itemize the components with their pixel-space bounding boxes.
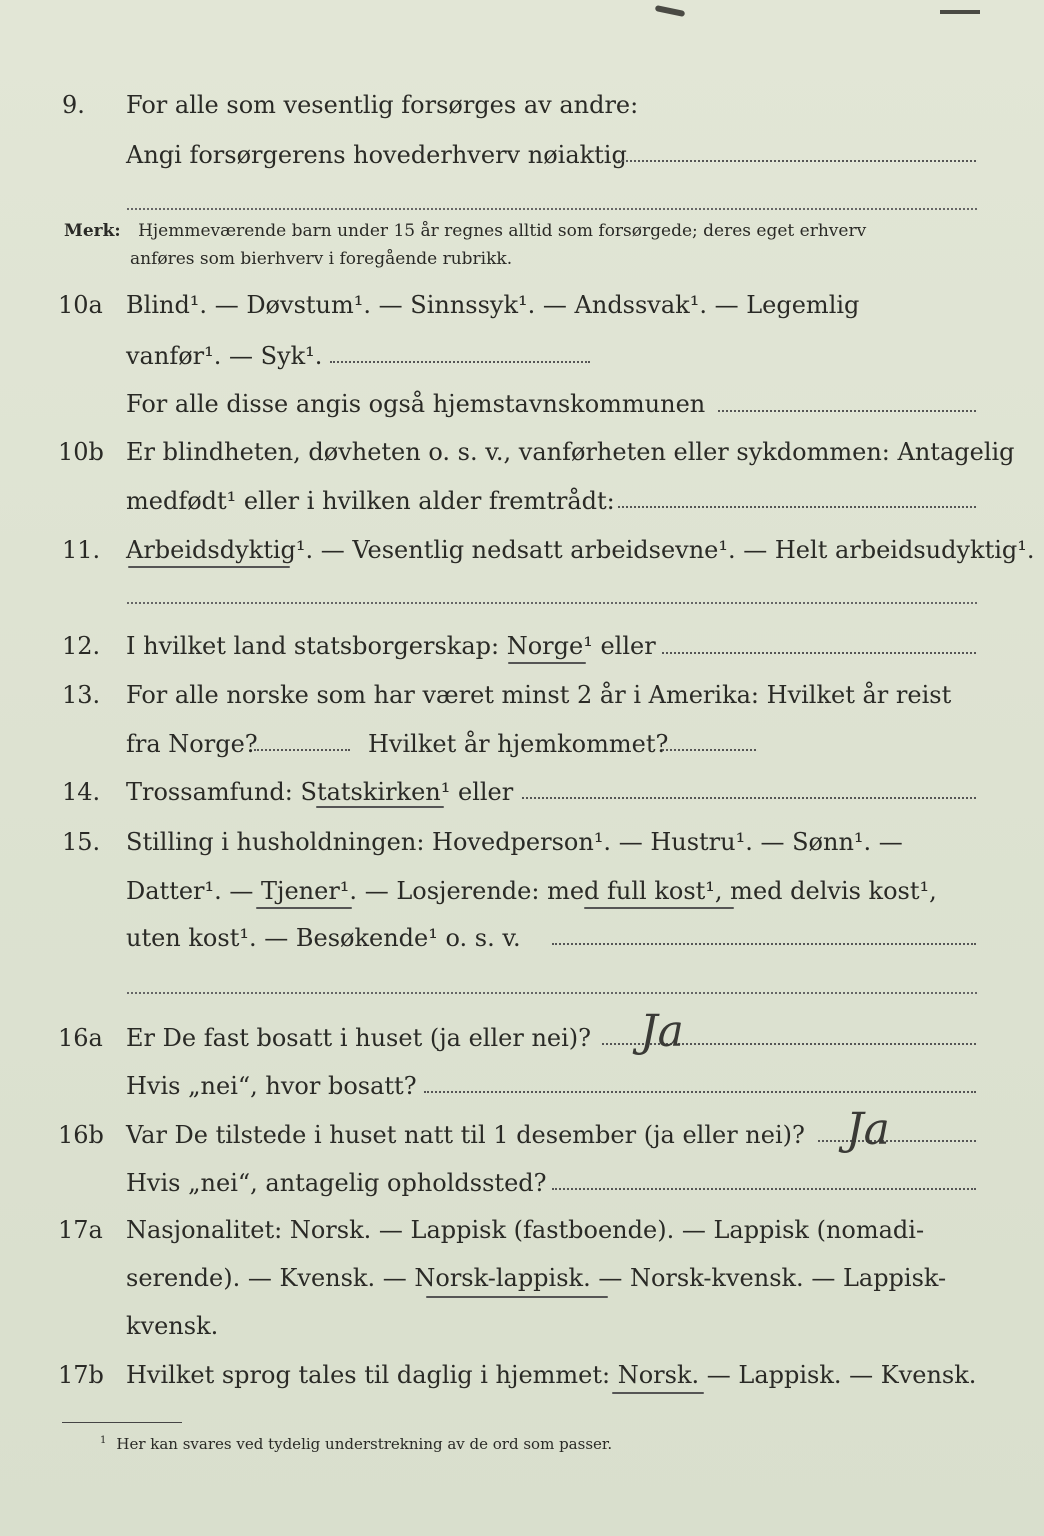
q13-question: For alle norske som har været minst 2 år i Amerika: Hvilket år reist: [126, 681, 952, 709]
q16a-bosatt-field[interactable]: [424, 1091, 976, 1093]
q15-line1: [0, 822, 1044, 862]
q9-answer-line[interactable]: [127, 208, 977, 210]
q11-number: 11.: [62, 536, 101, 564]
q15-number: 15.: [62, 828, 101, 856]
q17b-line1: [0, 1355, 1044, 1395]
q15-answer-field[interactable]: [552, 943, 976, 945]
q14-number: 14.: [62, 778, 101, 806]
merk-label: Merk:: [64, 221, 121, 241]
footnote: [100, 1435, 612, 1453]
q9-question: For alle som vesentlig forsørges av andre:: [126, 91, 639, 119]
q11-question: Arbeidsdyktig¹. — Vesentlig nedsatt arbeidsevne¹. — Helt arbeidsudyktig¹.: [126, 536, 1035, 564]
q16b-line2: [0, 1163, 1044, 1203]
q13-question-reist: fra Norge?: [126, 730, 258, 758]
q15-underline-kost: [584, 907, 734, 909]
q10b-line2: [0, 481, 1044, 521]
q10a-kommune-field[interactable]: [718, 410, 976, 412]
q9-question-cont: Angi forsørgerens hovederhverv nøiaktig: [126, 141, 627, 169]
q15-question-cont2: uten kost¹. — Besøkende¹ o. s. v.: [126, 924, 521, 952]
q10a-line2: [0, 336, 1044, 376]
q17a-line2: [0, 1258, 1044, 1298]
q13-line2: [0, 724, 1044, 764]
q10a-question-cont: vanfør¹. — Syk¹.: [126, 342, 323, 370]
q13-reist-field[interactable]: [254, 749, 350, 751]
q10b-line1: [0, 432, 1044, 472]
q16b-number: 16b: [58, 1121, 104, 1149]
q9-answer-field[interactable]: [618, 160, 976, 162]
q17a-question: Nasjonalitet: Norsk. — Lappisk (fastboende). — Lappisk (nomadi-: [126, 1216, 925, 1244]
ink-mark: [940, 10, 980, 14]
q12-line1: [0, 626, 1044, 666]
q10a-answer-field[interactable]: [330, 361, 590, 363]
q9-line1: [0, 85, 1044, 125]
q10a-question: Blind¹. — Døvstum¹. — Sinnssyk¹. — Andssvak¹. — Legemlig: [126, 291, 860, 319]
q10a-line1: [0, 285, 1044, 325]
q14-question: Trossamfund: Statskirken¹ eller: [126, 778, 514, 806]
footnote-rule: [62, 1422, 182, 1423]
q16b-question: Var De tilstede i huset natt til 1 desember (ja eller nei)?: [126, 1121, 805, 1149]
q10b-question: Er blindheten, døvheten o. s. v., vanførheten eller sykdommen: Antagelig: [126, 438, 1015, 466]
q15-answer-line[interactable]: [127, 992, 977, 994]
q9-line2: [0, 135, 1044, 175]
q15-line3: [0, 918, 1044, 958]
q12-answer-field[interactable]: [662, 652, 976, 654]
merk-note: [64, 218, 866, 244]
q10b-answer-field[interactable]: [618, 506, 976, 508]
merk-text-cont: anføres som bierhverv i foregående rubrikk.: [130, 249, 513, 269]
q15-question-cont: Datter¹. — Tjener¹. — Losjerende: med full kost¹, med delvis kost¹,: [126, 877, 937, 905]
q17b-number: 17b: [58, 1361, 104, 1389]
footnote-text: Her kan svares ved tydelig understrekning av de ord som passer.: [116, 1435, 613, 1453]
q17a-number: 17a: [58, 1216, 103, 1244]
q10a-number: 10a: [58, 291, 103, 319]
q16a-question-cont: Hvis „nei“, hvor bosatt?: [126, 1072, 417, 1100]
q16b-answer-field[interactable]: [818, 1140, 976, 1142]
q17a-question-cont: serende). — Kvensk. — Norsk-lappisk. — Norsk-kvensk. — Lappisk-: [126, 1264, 947, 1292]
q16b-question-cont: Hvis „nei“, antagelig opholdssted?: [126, 1169, 547, 1197]
q15-question: Stilling i husholdningen: Hovedperson¹. — Hustru¹. — Sønn¹. —: [126, 828, 903, 856]
merk-text: Hjemmeværende barn under 15 år regnes alltid som forsørgede; deres eget erhverv: [138, 221, 867, 241]
q17b-question: Hvilket sprog tales til daglig i hjemmet: Norsk. — Lappisk. — Kvensk.: [126, 1361, 977, 1389]
q10b-question-cont: medfødt¹ eller i hvilken alder fremtrådt:: [126, 487, 615, 515]
q16a-line1: [0, 1018, 1044, 1058]
q13-number: 13.: [62, 681, 101, 709]
q15-line2: [0, 871, 1044, 911]
q12-number: 12.: [62, 632, 101, 660]
q10a-kommune-question: For alle disse angis også hjemstavnskommunen: [126, 390, 706, 418]
q10b-number: 10b: [58, 438, 104, 466]
q16a-line2: [0, 1066, 1044, 1106]
q17a-question-cont2: kvensk.: [126, 1312, 219, 1340]
q16b-opholdssted-field[interactable]: [552, 1188, 976, 1190]
q10a-line3: [0, 384, 1044, 424]
q16b-handwritten-answer: Ja: [846, 1104, 890, 1155]
q16a-number: 16a: [58, 1024, 103, 1052]
ink-mark: [655, 5, 686, 17]
q9-number: 9.: [62, 91, 85, 119]
q17b-underline-mark: [612, 1392, 704, 1394]
q14-line1: [0, 772, 1044, 812]
q17a-underline-mark: [426, 1296, 608, 1298]
q17a-line3: [0, 1306, 1044, 1346]
merk-note-cont: [130, 246, 512, 272]
q13-hjem-field[interactable]: [662, 749, 756, 751]
q13-line1: [0, 675, 1044, 715]
q14-answer-field[interactable]: [522, 797, 976, 799]
q13-question-hjem: Hvilket år hjemkommet?: [368, 730, 669, 758]
q14-underline-mark: [316, 806, 444, 808]
q11-line1: [0, 530, 1044, 570]
q11-underline-mark: [128, 566, 290, 568]
q12-underline-mark: [508, 662, 586, 664]
q15-underline-tjener: [256, 907, 352, 909]
q11-answer-line[interactable]: [127, 602, 977, 604]
q17a-line1: [0, 1210, 1044, 1250]
q16a-question: Er De fast bosatt i huset (ja eller nei)?: [126, 1024, 592, 1052]
q16a-handwritten-answer: Ja: [640, 1006, 684, 1057]
footnote-mark: 1: [100, 1435, 107, 1446]
q12-question: I hvilket land statsborgerskap: Norge¹ eller: [126, 632, 656, 660]
